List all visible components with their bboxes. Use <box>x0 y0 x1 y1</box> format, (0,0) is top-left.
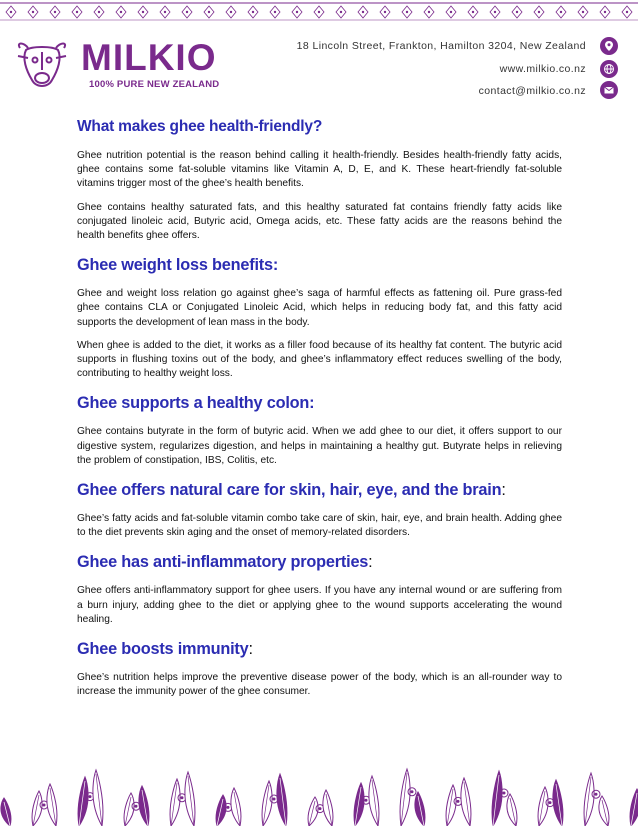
envelope-icon <box>600 81 618 99</box>
email-link[interactable]: contact@milkio.co.nz <box>478 85 586 97</box>
paragraph: Ghee and weight loss relation go against ghee’s saga of harmful effects as fattening oil. Pure grass-fed ghee contains CLA or Conjugated Linoleic Acid, which helps in reducing body fat, and this fatty acid supports the development of lean mass in the body. <box>77 288 562 328</box>
brand-tagline: 100% PURE NEW ZEALAND <box>89 79 220 90</box>
section-heading: Ghee supports a healthy colon: <box>77 394 315 413</box>
section-heading: Ghee offers natural care for skin, hair, eye, and the brain: <box>77 481 506 500</box>
paragraph: Ghee contains butyrate in the form of butyric acid. When we add ghee to our diet, it offers support to our digestive system, regularizes digestion, and helps in maintaining a healthy gut. Butyrate helps in relieving the problem of constipation, IBS, Colitis, etc. <box>77 426 562 466</box>
section-heading: Ghee boosts immunity: <box>77 640 253 659</box>
section-heading: Ghee has anti-inflammatory properties: <box>77 553 373 572</box>
milkio-cow-logo-icon <box>14 40 70 92</box>
section-heading: Ghee weight loss benefits: <box>77 256 279 275</box>
paragraph: Ghee’s fatty acids and fat-soluble vitamin combo take care of skin, hair, eye, and brain health. Adding ghee to the diet prevents skin aging and the onset of memory-related disorders. <box>77 513 562 539</box>
paragraph: Ghee nutrition potential is the reason behind calling it health-friendly. Besides health-friendly fatty acids, ghee contains some fat-soluble vitamins like Vitamin A, D, E, and K. These heart-friendly fat-soluble vitamins trigger most of the ghee’s health benefits. <box>77 150 562 190</box>
paragraph: Ghee offers anti-inflammatory support for ghee users. If you have any internal wound or are suffering from a burn injury, adding ghee to the diet or applying ghee to the wound supports accelerating the wound healing. <box>77 585 562 625</box>
brand-name: MILKIO <box>81 37 217 78</box>
top-ornamental-border <box>0 0 638 24</box>
address-text: 18 Lincoln Street, Frankton, Hamilton 3204, New Zealand <box>296 40 586 52</box>
section-heading: What makes ghee health-friendly? <box>77 118 323 135</box>
paragraph: Ghee’s nutrition helps improve the preventive disease power of the body, which is an all-rounder way to increase the immunity power of the ghee consumer. <box>77 672 562 698</box>
location-pin-icon <box>600 37 618 55</box>
paragraph: Ghee contains healthy saturated fats, and this healthy saturated fat contains friendly fatty acids like conjugated linoleic acid, Butyric acid, Omega acids, etc. These fatty acids are the reasons behind the health benefits ghee offers. <box>77 201 562 242</box>
website-link[interactable]: www.milkio.co.nz <box>499 63 586 75</box>
paragraph: When ghee is added to the diet, it works as a filler food because of its healthy fat content. The butyric acid supports in flushing toxins out of the body, and ghee’s inflammatory effect reduces swelling of the body, contributing to healthy weight loss. <box>77 339 562 380</box>
globe-icon <box>600 60 618 78</box>
article-body <box>77 118 562 708</box>
bottom-ornamental-border <box>0 746 638 826</box>
